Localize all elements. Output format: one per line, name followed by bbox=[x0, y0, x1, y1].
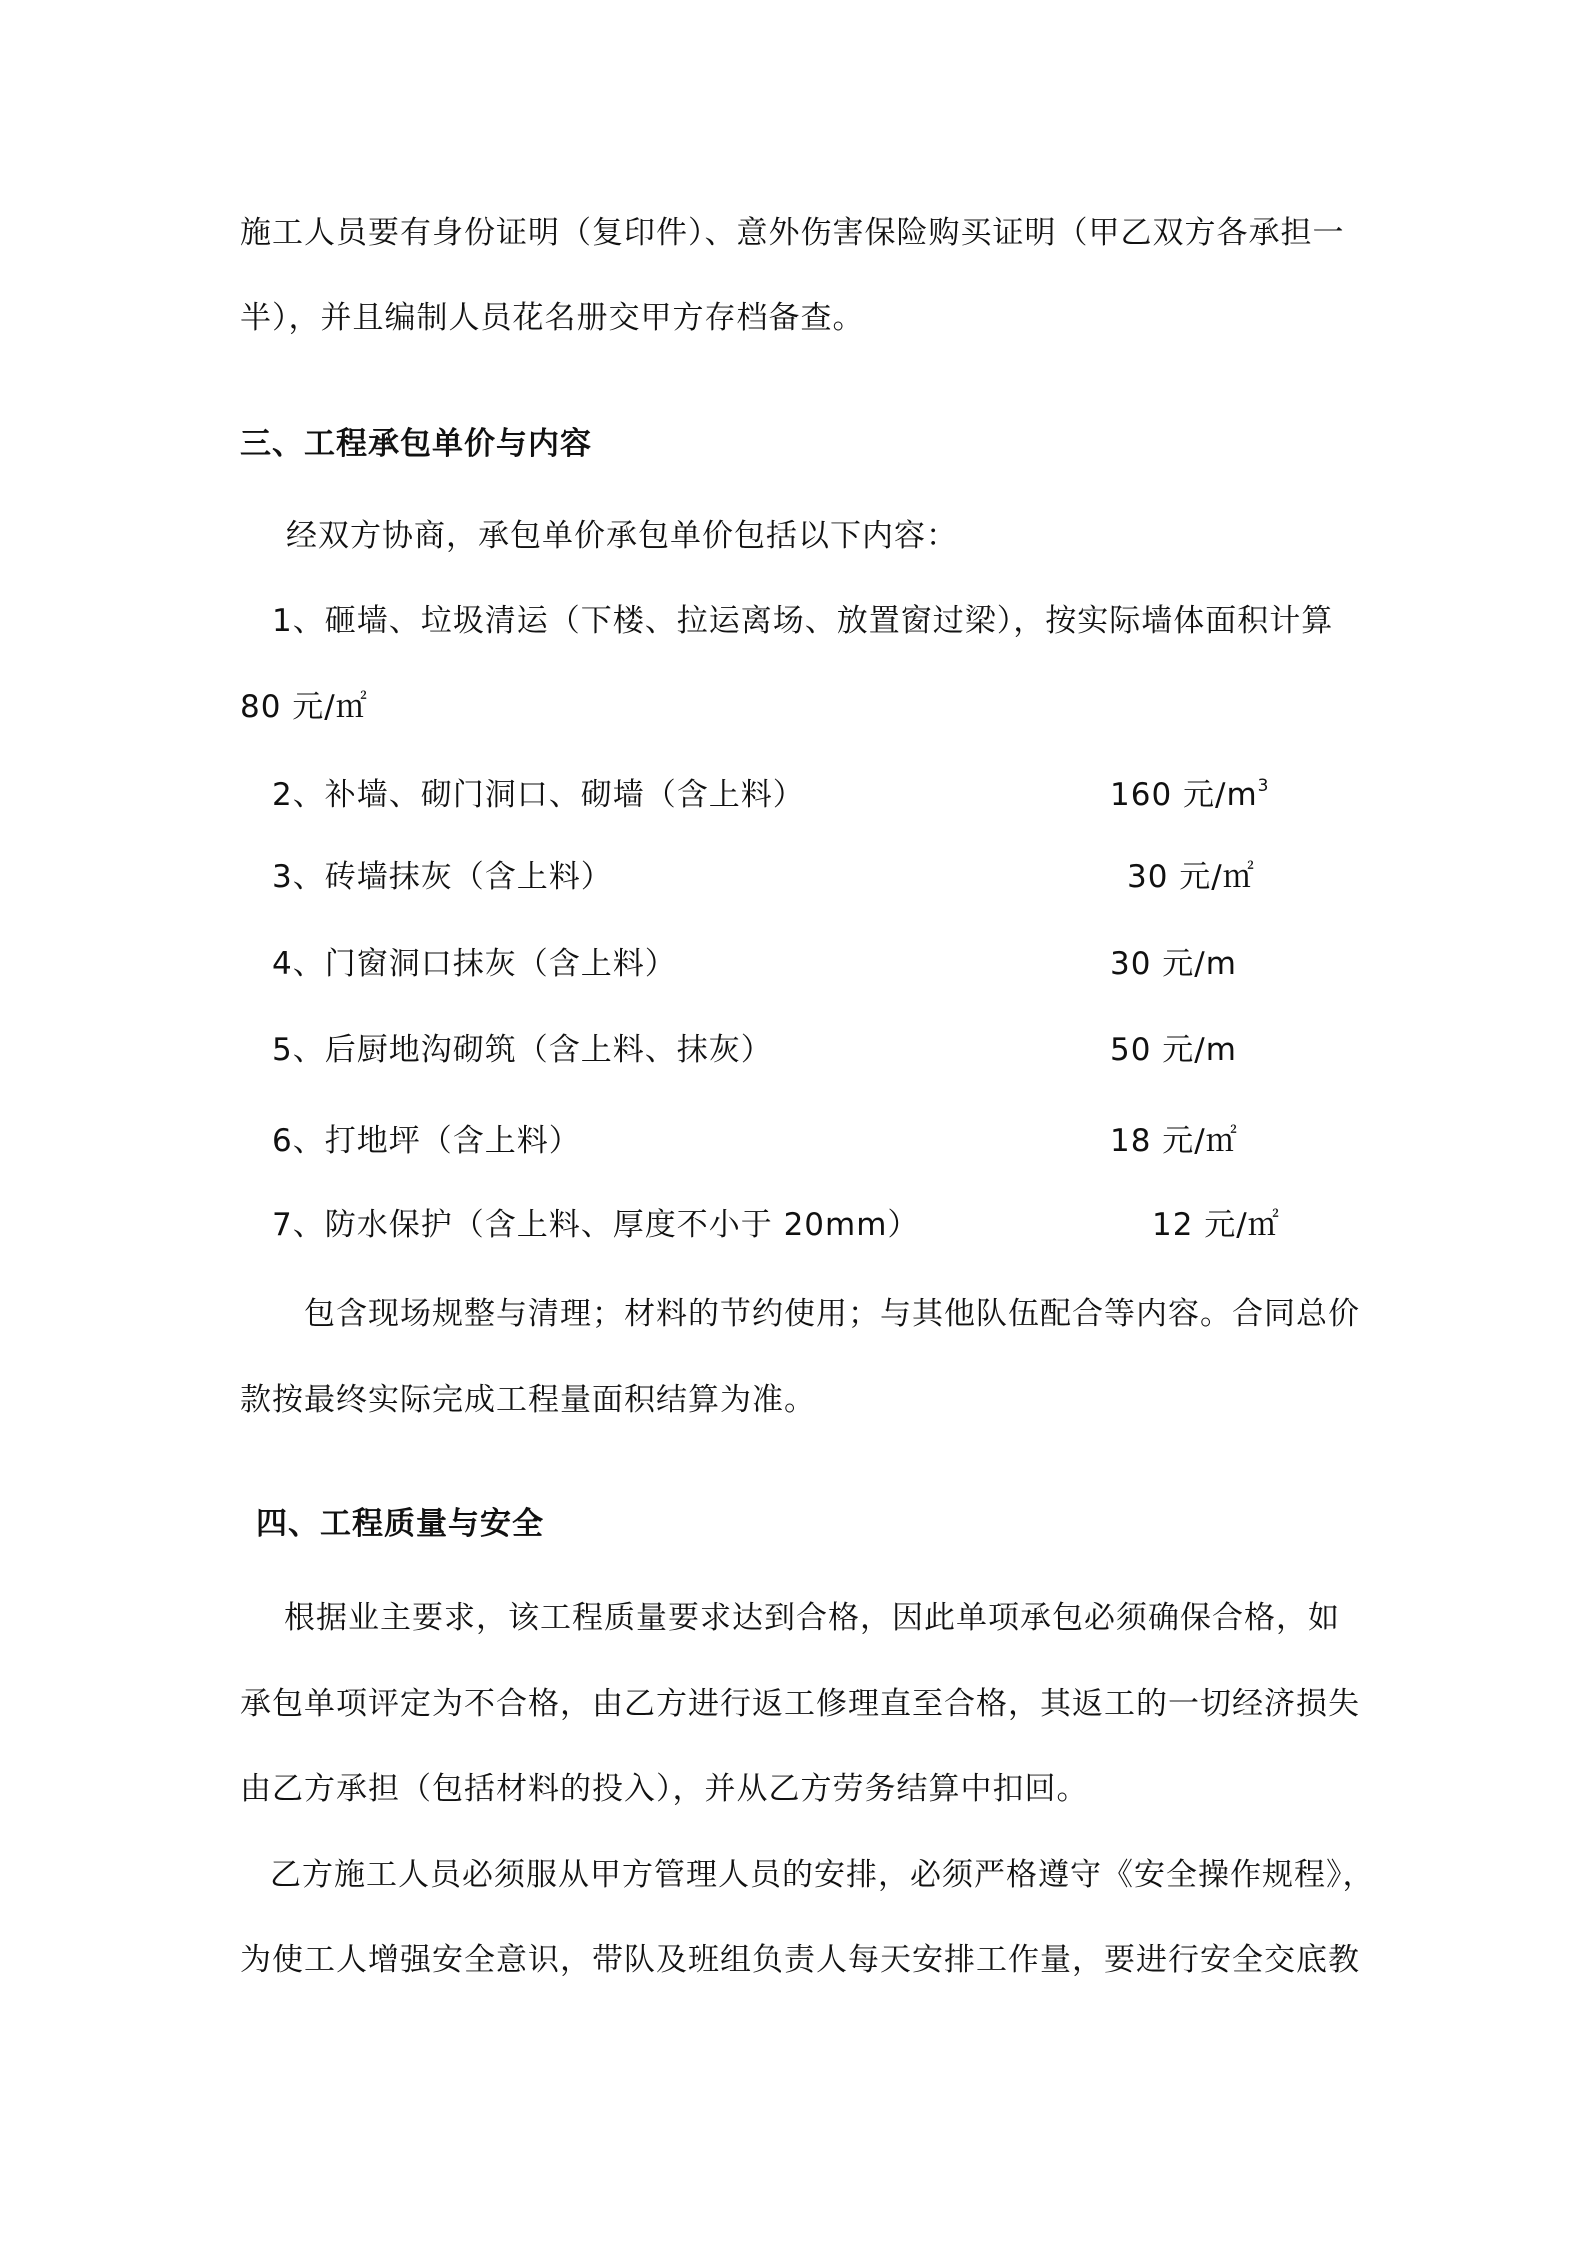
paragraph-line: 由乙方承担（包括材料的投入），并从乙方劳务结算中扣回。 bbox=[240, 1771, 1089, 1807]
paragraph-line: 款按最终实际完成工程量面积结算为准。 bbox=[240, 1382, 816, 1418]
price-item-label: 4、门窗洞口抹灰（含上料） bbox=[272, 946, 677, 982]
section-heading-4: 四、工程质量与安全 bbox=[256, 1506, 544, 1542]
price-item-value: 30 元/㎡ bbox=[1127, 859, 1255, 895]
price-row bbox=[272, 855, 1272, 899]
price-row bbox=[272, 773, 1272, 817]
paragraph-line: 为使工人增强安全意识，带队及班组负责人每天安排工作量，要进行安全交底教 bbox=[240, 1942, 1360, 1978]
paragraph-line: 乙方施工人员必须服从甲方管理人员的安排，必须严格遵守《安全操作规程》， bbox=[270, 1857, 1375, 1893]
paragraph-line: 施工人员要有身份证明（复印件）、意外伤害保险购买证明（甲乙双方各承担一 bbox=[240, 215, 1345, 251]
price-item-value: 18 元/㎡ bbox=[1110, 1123, 1238, 1159]
price-item-value: 160 元$/m^3$ bbox=[1110, 776, 1270, 813]
price-row bbox=[272, 1119, 1272, 1163]
price-item-value: 30 元/m bbox=[1110, 946, 1237, 982]
price-item-label: 2、补墙、砌门洞口、砌墙（含上料） bbox=[272, 777, 805, 813]
price-item-value: 50 元/m bbox=[1110, 1032, 1237, 1068]
list-item-price: 80 元/㎡ bbox=[240, 689, 368, 725]
price-item-label: 6、打地坪（含上料） bbox=[272, 1123, 581, 1159]
price-item-label: 3、砖墙抹灰（含上料） bbox=[272, 859, 613, 895]
list-item: 1、砸墙、垃圾清运（下楼、拉运离场、放置窗过梁），按实际墙体面积计算 bbox=[272, 603, 1334, 639]
price-item-label: 5、后厨地沟砌筑（含上料、抹灰） bbox=[272, 1032, 773, 1068]
price-row bbox=[272, 1028, 1272, 1072]
price-row bbox=[272, 942, 1272, 986]
paragraph-line: 包含现场规整与清理；材料的节约使用；与其他队伍配合等内容。合同总价 bbox=[304, 1296, 1360, 1332]
paragraph-line: 承包单项评定为不合格，由乙方进行返工修理直至合格，其返工的一切经济损失 bbox=[240, 1686, 1360, 1722]
paragraph-line: 经双方协商，承包单价承包单价包括以下内容： bbox=[286, 518, 958, 554]
price-item-label: 7、防水保护（含上料、厚度不小于 20mm） bbox=[272, 1207, 920, 1243]
paragraph-line: 半），并且编制人员花名册交甲方存档备查。 bbox=[240, 300, 865, 336]
paragraph-line: 根据业主要求，该工程质量要求达到合格，因此单项承包必须确保合格，如 bbox=[284, 1600, 1340, 1636]
price-row bbox=[272, 1203, 1280, 1247]
section-heading-3: 三、工程承包单价与内容 bbox=[240, 426, 592, 462]
price-item-value: 12 元/㎡ bbox=[1152, 1207, 1280, 1243]
